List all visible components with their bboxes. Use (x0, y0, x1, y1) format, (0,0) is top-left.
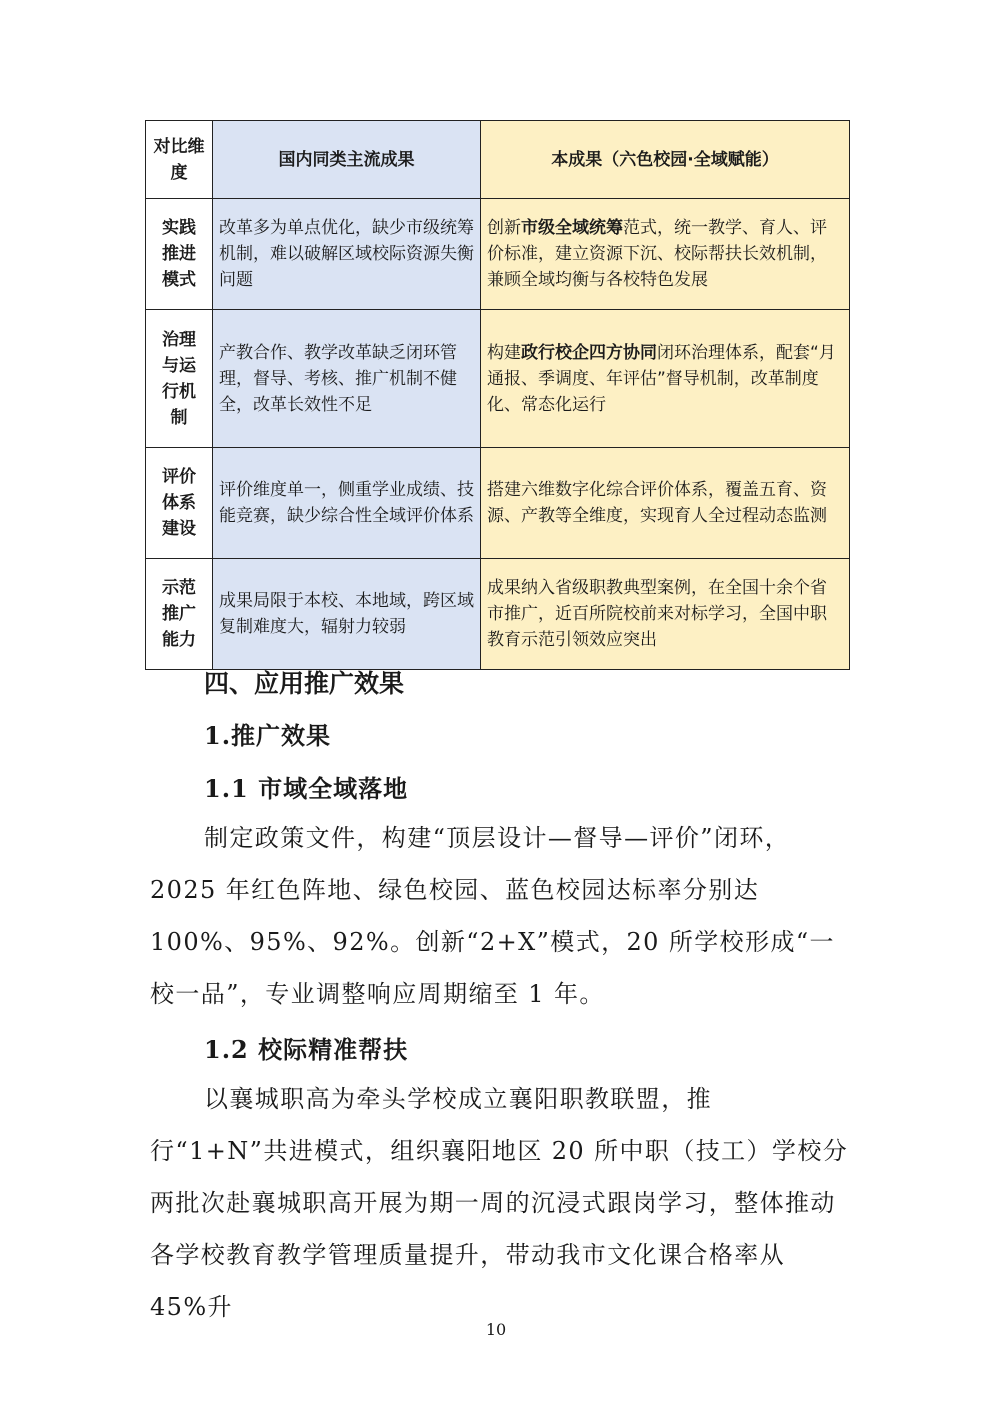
subheading-city-wide: 1.1 市域全域落地 (204, 774, 409, 803)
row-this-cell: 搭建六维数字化综合评价体系，覆盖五育、资源、产教等全维度，实现育人全过程动态监测 (481, 448, 850, 559)
cell-text: 创新 (487, 218, 521, 238)
table-row (146, 448, 850, 559)
row-domestic-cell: 产教合作、教学改革缺乏闭环管理，督导、考核、推广机制不健全，改革长效性不足 (213, 310, 481, 448)
paragraph-school-assistance (150, 1073, 850, 1333)
row-dimension: 实践推进模式 (146, 199, 213, 310)
cell-bold-text: 市级全域统筹 (521, 218, 623, 238)
paragraph-text: 以襄城职高为牵头学校成立襄阳职教联盟，推行“1+N”共进模式，组织襄阳地区 20 所中职（技工）学校分两批次赴襄城职高开展为期一周的沉浸式跟岗学习，整体推动各学校教育教学管理质量提升，带动我市文化课合格率从 45%升 (150, 1085, 849, 1321)
subheading-promotion-effect: 1.推广效果 (204, 721, 332, 750)
page-number: 10 (485, 1320, 507, 1339)
header-dimension: 对比维度 (146, 121, 213, 199)
table-header-row (146, 121, 850, 199)
header-this-achievement: 本成果（六色校园·全域赋能） (481, 121, 850, 199)
row-dimension: 评价体系建设 (146, 448, 213, 559)
table-row (146, 559, 850, 670)
row-dimension: 示范推广能力 (146, 559, 213, 670)
cell-text: 闭环治理体系，配套“月通报、季调度、年评估”督导机制，改革制度化、常态化运行 (487, 342, 836, 415)
table-row (146, 199, 850, 310)
row-domestic-cell: 成果局限于本校、本地域，跨区域复制难度大，辐射力较弱 (213, 559, 481, 670)
header-domestic: 国内同类主流成果 (213, 121, 481, 199)
row-domestic-cell: 评价维度单一，侧重学业成绩、技能竞赛，缺少综合性全域评价体系 (213, 448, 481, 559)
comparison-table (145, 120, 850, 670)
row-this-cell (481, 199, 850, 310)
row-domestic-cell: 改革多为单点优化，缺少市级统筹机制，难以破解区域校际资源失衡问题 (213, 199, 481, 310)
cell-text: 范式，统一教学、育人、评价标准，建立资源下沉、校际帮扶长效机制，兼顾全域均衡与各校特色发展 (487, 218, 827, 290)
row-this-cell (481, 310, 850, 448)
paragraph-text: 制定政策文件，构建“顶层设计—督导—评价”闭环，2025 年红色阵地、绿色校园、蓝色校园达标率分别达 100%、95%、92%。创新“2+X”模式，20 所学校形成“一校一品”，专业调整响应周期缩至 1 年。 (150, 824, 835, 1008)
subheading-school-assistance: 1.2 校际精准帮扶 (204, 1035, 409, 1064)
row-this-cell: 成果纳入省级职教典型案例，在全国十余个省市推广，近百所院校前来对标学习，全国中职教育示范引领效应突出 (481, 559, 850, 670)
paragraph-city-wide (150, 812, 850, 1020)
section-heading: 四、应用推广效果 (204, 669, 405, 698)
table-row (146, 310, 850, 448)
cell-text: 构建 (487, 342, 521, 363)
cell-bold-text: 政行校企四方协同 (521, 342, 657, 363)
row-dimension: 治理与运行机制 (146, 310, 213, 448)
